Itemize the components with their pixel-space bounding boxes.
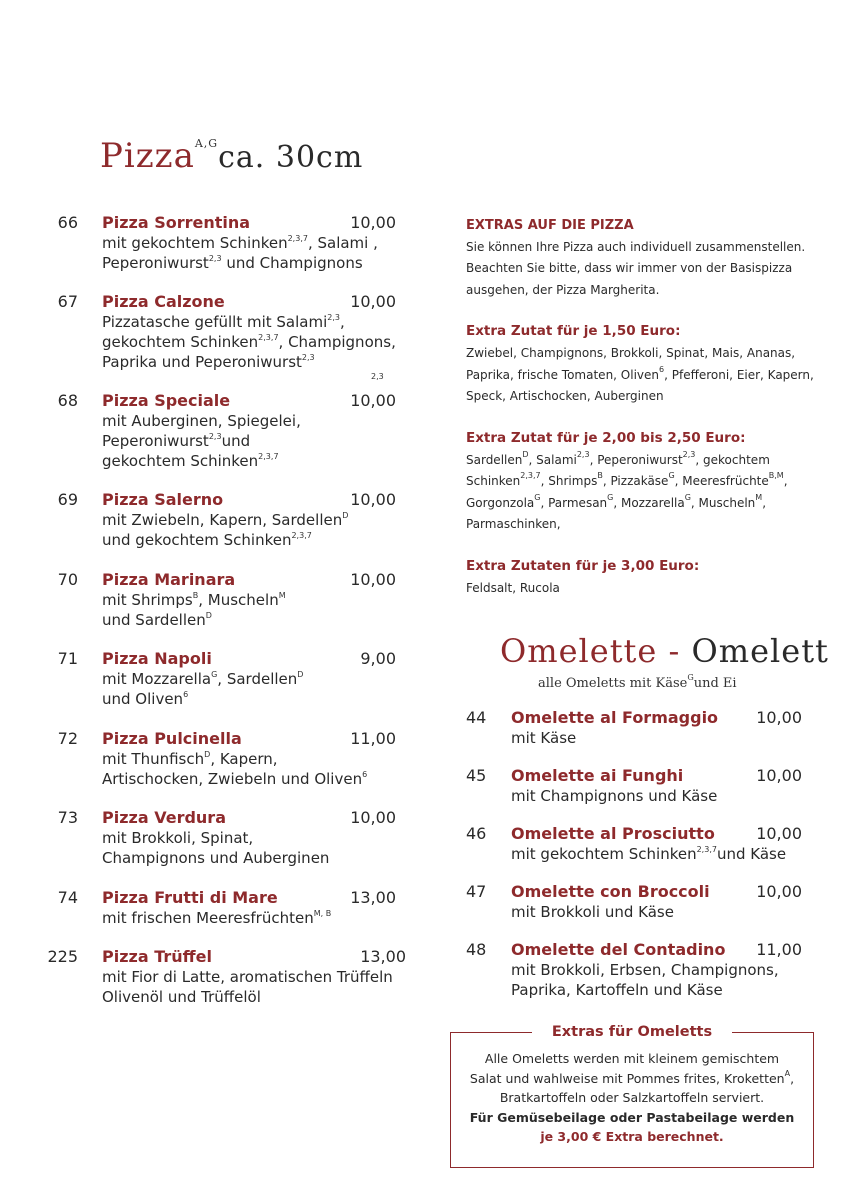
- desc-text: mit gekochtem Schinken: [511, 845, 697, 863]
- desc-text: mit Brokkoli, Spinat, Champignons und Auberginen: [102, 829, 330, 867]
- omelette-description: [511, 844, 841, 864]
- allergen-mark: M, B: [313, 909, 332, 918]
- desc-text: mit Brokkoli und Käse: [511, 903, 674, 921]
- allergen-mark: D: [205, 611, 212, 620]
- omelette-extras-line3: Bratkartoffeln oder Salzkartoffeln serviert.: [499, 1090, 765, 1105]
- pizza-description: [102, 312, 412, 372]
- allergen-mark: 2,3: [327, 313, 340, 322]
- omelette-description: [511, 786, 841, 806]
- desc-text: , Champignons, Paprika und Peperoniwurst: [102, 333, 396, 371]
- desc-text: mit Brokkoli, Erbsen, Champignons, Paprika, Kartoffeln und Käse: [511, 961, 779, 999]
- allergen-mark: 2,3: [682, 449, 696, 459]
- omelette-extras-line2-wrap: [455, 1069, 809, 1089]
- omelette-price: 11,00: [756, 940, 802, 959]
- omelette-extras-line5: je 3,00 € Extra berechnet.: [540, 1129, 724, 1144]
- desc-text: Sardellen: [466, 452, 523, 467]
- omelette-price: 10,00: [756, 824, 802, 843]
- omelette-name: Omelette del Contadino: [511, 940, 726, 959]
- omelette-subtitle-allergen: G: [687, 673, 694, 682]
- desc-text: und Champignons: [221, 254, 363, 272]
- omelette-extras-title: Extras für Omeletts: [532, 1024, 732, 1040]
- allergen-mark: D: [297, 670, 304, 679]
- allergen-mark: G: [211, 670, 218, 679]
- pizza-description: [102, 967, 412, 1007]
- omelette-number: 48: [466, 940, 487, 959]
- desc-text: und Käse: [716, 845, 787, 863]
- pizza-price: 11,00: [350, 729, 396, 748]
- allergen-mark: B,M: [768, 471, 784, 480]
- extras-group: [466, 426, 826, 536]
- omelette-number: 44: [466, 708, 487, 727]
- desc-text: mit Zwiebeln, Kapern, Sardellen: [102, 511, 343, 529]
- omelette-title-2: Omelett: [691, 632, 829, 670]
- pizza-name: Pizza Trüffel: [102, 947, 212, 966]
- desc-text: mit Käse: [511, 729, 577, 747]
- pizza-name: Pizza Sorrentina: [102, 213, 251, 232]
- pizza-name: Pizza Speciale: [102, 391, 231, 410]
- extras-group: [466, 554, 826, 600]
- omelette-number: 45: [466, 766, 487, 785]
- pizza-name: Pizza Frutti di Mare: [102, 888, 278, 907]
- omelette-extras-legend: [451, 1021, 813, 1040]
- allergen-mark: G: [607, 492, 614, 502]
- pizza-name: Pizza Verdura: [102, 808, 226, 827]
- desc-text: , Pizzakäse: [602, 474, 669, 488]
- desc-text: , Muscheln: [690, 495, 756, 510]
- omelette-extras-box: [450, 1024, 814, 1168]
- pizza-number: 66: [57, 213, 78, 232]
- extras-group-items: [466, 578, 826, 600]
- pizza-name: Pizza Napoli: [102, 649, 212, 668]
- desc-text: mit Shrimps: [102, 591, 193, 609]
- desc-text: , Parmesan: [540, 495, 608, 510]
- pizza-number: 71: [57, 649, 78, 668]
- extras-group-title: Extra Zutaten für je 3,00 Euro:: [466, 557, 700, 574]
- omelette-extras-line1: Alle Omeletts werden mit kleinem gemischtem: [484, 1051, 780, 1066]
- desc-text: , Muscheln: [198, 591, 279, 609]
- pizza-number: 70: [57, 570, 78, 589]
- pizza-title-text: Pizza: [100, 136, 195, 176]
- omelette-price: 10,00: [756, 708, 802, 727]
- pizza-number: 67: [57, 292, 78, 311]
- pizza-price: 10,00: [350, 808, 396, 827]
- omelette-subtitle-end: und Ei: [693, 676, 737, 691]
- desc-text: mit Auberginen, Spiegelei, Peperoniwurst: [102, 412, 301, 450]
- desc-text: mit frischen Meeresfrüchten: [102, 909, 314, 927]
- pizza-name: Pizza Marinara: [102, 570, 236, 589]
- omelette-name: Omelette con Broccoli: [511, 882, 710, 901]
- allergen-mark: D: [342, 511, 349, 520]
- pizza-name: Pizza Pulcinella: [102, 729, 242, 748]
- desc-text: und Oliven: [102, 690, 184, 708]
- extras-group-title: Extra Zutat für je 2,00 bis 2,50 Euro:: [466, 429, 746, 446]
- desc-text: Pizzatasche gefüllt mit Salami: [102, 313, 328, 331]
- pizza-price: 10,00: [350, 213, 396, 232]
- pizza-price: 9,00: [360, 649, 396, 668]
- allergen-mark: G: [668, 471, 675, 480]
- pizza-number: 73: [57, 808, 78, 827]
- omelette-extras-line2-allergen: A: [784, 1068, 791, 1078]
- desc-text: , Salami , Peperoniwurst: [102, 234, 378, 272]
- omelette-name: Omelette al Formaggio: [511, 708, 719, 727]
- desc-text: , Parmaschinken,: [466, 495, 767, 531]
- extras-group-items: [466, 450, 826, 536]
- omelette-section-title: [500, 632, 829, 670]
- pizza-description: [102, 411, 412, 471]
- omelette-title-dash: -: [668, 632, 681, 670]
- allergen-mark: 2,3: [208, 254, 222, 263]
- allergen-mark: 2,3,7: [520, 471, 541, 480]
- omelette-number: 46: [466, 824, 487, 843]
- pizza-number: 68: [57, 391, 78, 410]
- desc-text: , gekochtem Schinken: [102, 313, 345, 351]
- desc-text: , gekochtem Schinken: [466, 452, 770, 488]
- desc-text: Feldsalt, Rucola: [466, 580, 560, 595]
- desc-text: mit gekochtem Schinken: [102, 234, 288, 252]
- pizza-description: [102, 510, 412, 550]
- allergen-mark: 6: [659, 364, 665, 374]
- allergen-mark: 2,3: [208, 432, 222, 441]
- desc-text: und gekochtem Schinken: [102, 531, 292, 549]
- pizza-description: [102, 669, 412, 709]
- pizza-number: 69: [57, 490, 78, 509]
- extras-group-items: [466, 343, 826, 408]
- allergen-mark: D: [522, 449, 529, 459]
- pizza-description: [102, 828, 412, 868]
- pizza-title-size: ca. 30cm: [218, 140, 364, 175]
- desc-text: mit Mozzarella: [102, 670, 212, 688]
- omelette-extras-line4: Für Gemüsebeilage oder Pastabeilage werden: [469, 1109, 795, 1125]
- allergen-mark: 2,3: [301, 353, 315, 362]
- allergen-mark: G: [684, 492, 691, 502]
- omelette-description: [511, 960, 841, 1000]
- desc-text: , Shrimps: [540, 474, 598, 488]
- omelette-subtitle: [538, 673, 737, 691]
- extras-intro: Sie können Ihre Pizza auch individuell zusammenstellen. Beachten Sie bitte, dass wir immer von der Basispizza ausgehen, der Pizza Margherita.: [466, 239, 806, 297]
- allergen-mark: B: [192, 591, 199, 600]
- pizza-description: [102, 233, 412, 273]
- pizza-name: Pizza Salerno: [102, 490, 224, 509]
- desc-text: Zwiebel, Champignons, Brokkoli, Spinat, Mais, Ananas, Paprika, frische Tomaten, Oliven: [466, 346, 796, 382]
- pizza-price: 13,00: [360, 947, 406, 966]
- pizza-price: 13,00: [350, 888, 396, 907]
- allergen-mark: 2,3,7: [258, 333, 279, 342]
- pizza-name: Pizza Calzone: [102, 292, 225, 311]
- allergen-mark: M: [278, 591, 286, 600]
- pizza-price: 10,00: [350, 570, 396, 589]
- allergen-mark: 6: [183, 690, 189, 699]
- extras-group-title: Extra Zutat für je 1,50 Euro:: [466, 323, 681, 339]
- omelette-number: 47: [466, 882, 487, 901]
- pizza-number: 225: [47, 947, 78, 966]
- desc-text: , Meeresfrüchte: [674, 474, 769, 488]
- pizza-section-title: [100, 136, 363, 176]
- pizza-extras-section: [466, 215, 826, 599]
- omelette-extras-body: [455, 1049, 809, 1147]
- omelette-description: [511, 902, 841, 922]
- desc-text: , Peperoniwurst: [589, 452, 683, 467]
- extras-group: [466, 319, 826, 408]
- pizza-price: 10,00: [350, 391, 396, 410]
- allergen-mark: 2,3,7: [291, 531, 312, 540]
- omelette-price: 10,00: [756, 882, 802, 901]
- desc-text: , Mozzarella: [613, 495, 685, 510]
- pizza-number: 72: [57, 729, 78, 748]
- desc-text: mit Fior di Latte, aromatischen Trüffeln Olivenöl und Trüffelöl: [102, 968, 393, 1006]
- pizza-price: 10,00: [350, 490, 396, 509]
- desc-text: , Sardellen: [217, 670, 298, 688]
- desc-text: und gekochtem Schinken: [102, 432, 259, 470]
- omelette-extras-line2: Salat und wahlweise mit Pommes frites, Kroketten: [469, 1070, 785, 1086]
- desc-text: , Kapern, Artischocken, Zwiebeln und Oliven: [102, 750, 363, 788]
- allergen-mark: 2,3,7: [696, 845, 717, 854]
- extras-groups: [466, 319, 826, 599]
- pizza-description: [102, 749, 412, 789]
- desc-text: , Salami: [528, 452, 577, 467]
- allergen-mark: 6: [362, 770, 368, 779]
- omelette-name: Omelette ai Funghi: [511, 766, 684, 785]
- allergen-mark: M: [755, 492, 763, 502]
- omelette-extras-line2-end: ,: [790, 1070, 795, 1086]
- desc-text: mit Thunfisch: [102, 750, 205, 768]
- allergen-mark: G: [534, 492, 541, 502]
- allergen-mark: 2,3,7: [258, 452, 279, 461]
- pizza-price: 10,00: [350, 292, 396, 311]
- allergen-mark: 2,3: [576, 449, 590, 459]
- desc-text: , Gorgonzola: [466, 474, 788, 510]
- omelette-title-1: Omelette: [500, 632, 658, 670]
- desc-text: und Sardellen: [102, 611, 206, 629]
- omelette-description: [511, 728, 841, 748]
- extras-heading: EXTRAS AUF DIE PIZZA: [466, 218, 634, 233]
- pizza-number: 74: [57, 888, 78, 907]
- pizza-description: [102, 908, 412, 928]
- omelette-name: Omelette al Prosciutto: [511, 824, 715, 843]
- pizza-description: [102, 590, 412, 630]
- pizza-title-allergens: A,G: [194, 137, 219, 150]
- allergen-mark: D: [204, 750, 211, 759]
- allergen-mark: 2,3,7: [287, 234, 308, 243]
- desc-text: mit Champignons und Käse: [511, 787, 718, 805]
- desc-text: , Pfefferoni, Eier, Kapern, Speck, Artischocken, Auberginen: [466, 367, 814, 403]
- omelette-price: 10,00: [756, 766, 802, 785]
- allergen-mark: B: [597, 471, 603, 480]
- omelette-subtitle-text: alle Omeletts mit Käse: [538, 676, 688, 691]
